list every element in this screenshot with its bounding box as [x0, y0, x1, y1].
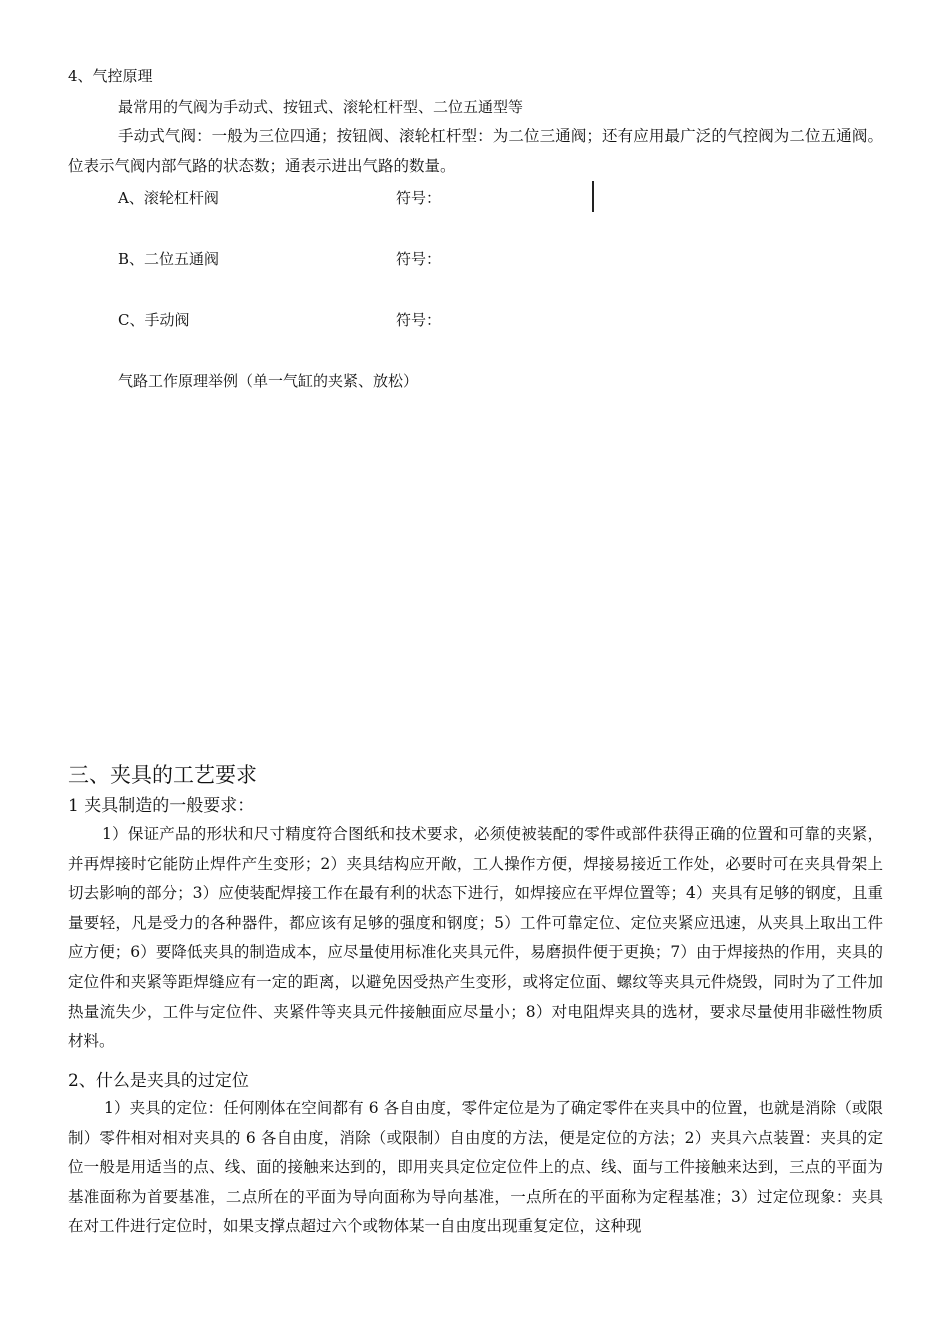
sub2-title: 2、什么是夹具的过定位 [68, 1071, 249, 1091]
valve-c-label: C、手动阀 [118, 311, 190, 329]
valve-b-symbol-label: 符号： [396, 250, 442, 268]
text-cursor [592, 181, 594, 212]
sub1-title: 1 夹具制造的一般要求： [68, 796, 255, 816]
section3-title: 三、夹具的工艺要求 [68, 763, 257, 787]
circuit-example-caption: 气路工作原理举例（单一气缸的夹紧、放松） [118, 372, 419, 390]
common-valves-text: 最常用的气阀为手动式、按钮式、滚轮杠杆型、二位五通型等 [118, 98, 524, 116]
valve-c-symbol-label: 符号： [396, 311, 442, 329]
sub1-body-paragraph: 1）保证产品的形状和尺寸精度符合图纸和技术要求，必须使被装配的零件或部件获得正确的位置和可靠的夹紧，并再焊接时它能防止焊件产生变形；2）夹具结构应开敞，工人操作方便，焊接易接近工作处，必要时可在夹具骨架上切去影响的部分；3）应使装配焊接工作在最有利的状态下进行，如焊接应在平焊位置等；4）夹具有足够的钢度，且重量要轻，凡是受力的各种器件，都应该有足够的强度和钢度；5）工件可靠定位、定位夹紧应迅速，从夹具上取出工件应方便；6）要降低夹具的制造成本，应尽量使用标准化夹具元件，易磨损件便于更换；7）由于焊接热的作用，夹具的定位件和夹紧等距焊缝应有一定的距离，以避免因受热产生变形，或将定位面、螺纹等夹具元件烧毁，同时为了工件加热量流失少，工件与定位件、夹紧件等夹具元件接触面应尽量小；8）对电阻焊夹具的选材，要求尽量使用非磁性物质材料。 [68, 825, 883, 1051]
sub2-body-paragraph: 1）夹具的定位：任何刚体在空间都有 6 各自由度，零件定位是为了确定零件在夹具中的位置，也就是消除（或限制）零件相对相对夹具的 6 各自由度，消除（或限制）自由度的方法，便是定位的方法；2）夹具六点装置：夹具的定位一般是用适当的点、线、面的接触来达到的，即用夹具定位定位件上的点、线、面与工件接触来达到，三点的平面为基准面称为首要基准，二点所在的平面为导向面称为导向基准，一点所在的平面称为定程基准；3）过定位现象：夹具在对工件进行定位时，如果支撑点超过六个或物体某一自由度出现重复定位，这种现 [68, 1099, 883, 1236]
section4-heading: 4、气控原理 [68, 67, 153, 85]
valve-a-symbol-label: 符号： [396, 189, 442, 207]
valve-b-label: B、二位五通阀 [118, 250, 220, 268]
valve-a-label: A、滚轮杠杆阀 [118, 189, 219, 207]
valve-description-paragraph: 手动式气阀：一般为三位四通；按钮阀、滚轮杠杆型：为二位三通阀；还有应用最广泛的气控阀为二位五通阀。位表示气阀内部气路的状态数；通表示进出气路的数量。 [68, 127, 883, 175]
